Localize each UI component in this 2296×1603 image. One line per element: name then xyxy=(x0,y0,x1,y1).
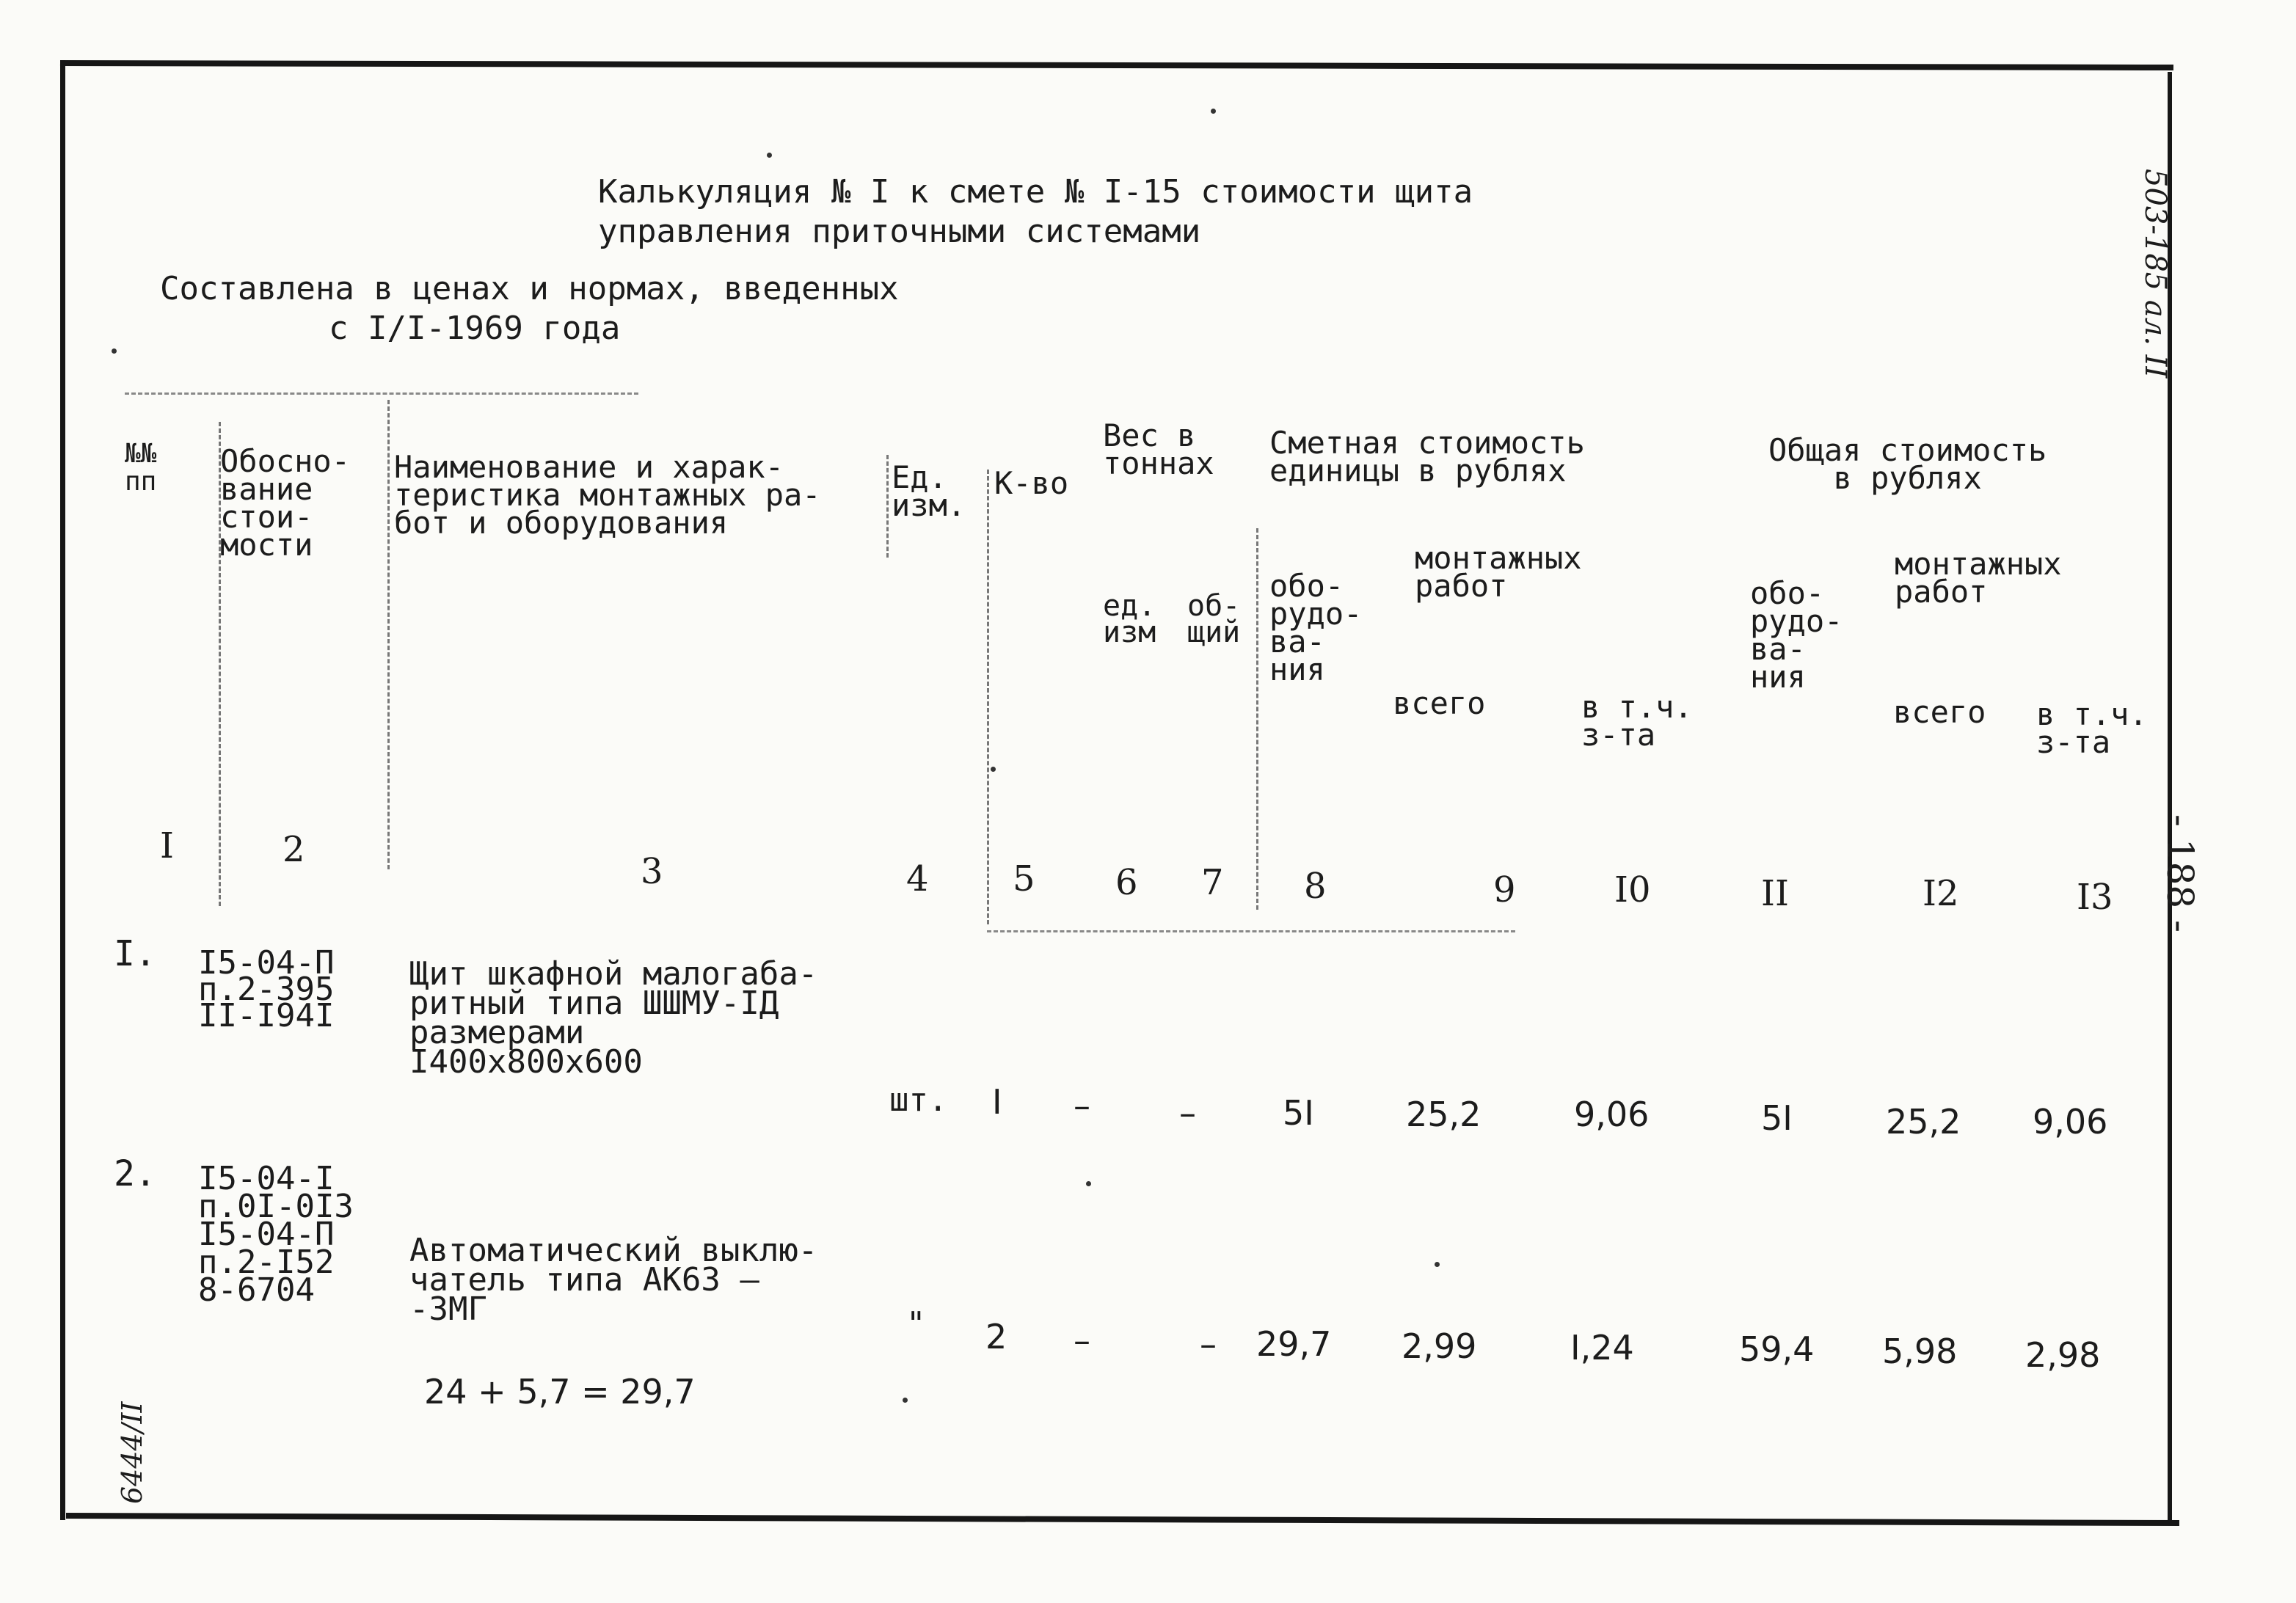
table-row-1-basis: I5-04-П п.2-395 II-I94I xyxy=(198,944,335,1034)
header-name: Наименование и харак- теристика монтажных ра- бот и оборудования xyxy=(394,449,821,541)
header-quantity: К-во xyxy=(994,465,1069,501)
table-row-2-weight-unit: – xyxy=(1074,1321,1090,1360)
column-number-12: I2 xyxy=(1923,873,1959,914)
header-weight-total: об- щий xyxy=(1187,589,1241,649)
table-row-2-total-mounting-wages: 2,98 xyxy=(2025,1335,2101,1375)
scan-speck xyxy=(991,767,996,772)
column-number-9: 9 xyxy=(1493,869,1516,910)
header-bottom-rule xyxy=(987,930,1515,932)
header-total-mounting-wages: в т.ч. з-та xyxy=(2036,696,2148,760)
document-title-line-1: Калькуляция № I к смете № I-15 стоимости щита xyxy=(598,173,1473,211)
header-unit: Ед. изм. xyxy=(892,459,966,523)
scan-speck xyxy=(112,348,117,354)
scan-speck xyxy=(1086,1181,1091,1186)
scan-speck xyxy=(767,153,772,158)
table-row-2-name: Автоматический выклю- чатель типа АК63 – -3МГ xyxy=(409,1232,818,1328)
header-unit-mounting-wages: в т.ч. з-та xyxy=(1581,689,1693,753)
header-total-cost-group: Общая стоимость в рублях xyxy=(1768,432,2047,496)
table-row-1-name: Щит шкафной малогаба- ритный типа ШШМУ-IД размерами I400х800х600 xyxy=(409,955,818,1081)
frame-left-border xyxy=(60,60,65,1520)
table-row-2-basis: I5-04-I п.0I-0I3 I5-04-П п.2-I52 8-6704 xyxy=(198,1160,354,1309)
frame-top-border xyxy=(60,60,2173,70)
column-number-1: I xyxy=(160,825,174,866)
header-total-equipment: обо- рудо- ва- ния xyxy=(1750,575,1843,695)
column-divider-7-8 xyxy=(1256,528,1258,910)
column-number-6: 6 xyxy=(1115,862,1138,903)
column-number-7: 7 xyxy=(1201,862,1224,903)
side-mark-archive-number: 6444/II xyxy=(116,1401,148,1504)
table-row-1-total-mounting-wages: 9,06 xyxy=(2033,1102,2108,1142)
table-row-1-unit-equipment: 5I xyxy=(1283,1093,1314,1133)
header-total-mounting-group: монтажных работ xyxy=(1895,546,2062,610)
column-number-10: I0 xyxy=(1614,869,1651,910)
column-divider-4-5 xyxy=(987,470,989,924)
table-row-1-quantity: I xyxy=(992,1082,1002,1122)
table-row-2-weight-total: – xyxy=(1200,1324,1217,1364)
table-row-1-weight-unit: – xyxy=(1074,1086,1090,1125)
table-row-1-unit-mounting-total: 25,2 xyxy=(1406,1095,1482,1134)
column-number-13: I3 xyxy=(2077,877,2113,918)
header-top-rule xyxy=(125,392,638,395)
table-row-1-number: I. xyxy=(114,933,156,974)
table-row-1-unit: шт. xyxy=(889,1081,948,1119)
side-mark-document-code: 503-185 ал. II xyxy=(2138,169,2172,379)
table-row-2-formula: 24 + 5,7 = 29,7 xyxy=(424,1372,696,1412)
header-unit-cost-group: Сметная стоимость единицы в рублях xyxy=(1269,425,1585,489)
frame-bottom-border xyxy=(66,1513,2179,1526)
table-row-1-total-equipment: 5I xyxy=(1761,1098,1793,1138)
column-number-2: 2 xyxy=(283,829,305,870)
table-row-2-quantity: 2 xyxy=(985,1317,1007,1356)
column-divider-2-3 xyxy=(387,400,390,869)
table-row-2-total-equipment: 59,4 xyxy=(1739,1329,1815,1369)
table-row-1-total-mounting-total: 25,2 xyxy=(1886,1102,1961,1142)
header-row-number: №№ пп xyxy=(125,439,157,497)
header-unit-equipment: обо- рудо- ва- ния xyxy=(1269,568,1363,687)
table-row-1-weight-total: – xyxy=(1179,1093,1196,1133)
scan-speck xyxy=(1435,1262,1440,1267)
column-number-11: II xyxy=(1761,873,1789,914)
table-row-2-unit-equipment: 29,7 xyxy=(1256,1324,1332,1364)
table-row-2-total-mounting-total: 5,98 xyxy=(1882,1332,1958,1371)
header-total-mounting-total: всего xyxy=(1893,694,1986,730)
column-number-5: 5 xyxy=(1013,858,1035,899)
side-mark-page-number: - 188 - xyxy=(2159,814,2201,933)
table-row-1-unit-mounting-wages: 9,06 xyxy=(1574,1095,1650,1134)
scan-speck xyxy=(903,1398,908,1403)
column-number-3: 3 xyxy=(641,851,663,892)
table-row-2-unit: " xyxy=(906,1305,926,1343)
header-unit-mounting-total: всего xyxy=(1393,685,1486,721)
column-divider-3-4 xyxy=(886,455,889,558)
header-weight-group: Вес в тоннах xyxy=(1103,417,1214,481)
column-number-8: 8 xyxy=(1304,866,1327,907)
table-row-2-number: 2. xyxy=(114,1153,156,1194)
header-basis: Обосно- вание стои- мости xyxy=(220,443,351,563)
document-subtitle-line-1: Составлена в ценах и нормах, введенных xyxy=(160,270,899,307)
table-row-2-unit-mounting-wages: I,24 xyxy=(1570,1328,1634,1368)
header-weight-unit: ед. изм xyxy=(1103,589,1156,649)
scan-speck xyxy=(1211,109,1216,114)
document-subtitle-line-2: с I/I-1969 года xyxy=(329,310,621,347)
column-number-4: 4 xyxy=(906,858,929,899)
header-unit-mounting-group: монтажных работ xyxy=(1415,540,1582,604)
document-title-line-2: управления приточными системами xyxy=(598,213,1201,250)
table-row-2-unit-mounting-total: 2,99 xyxy=(1402,1326,1477,1366)
